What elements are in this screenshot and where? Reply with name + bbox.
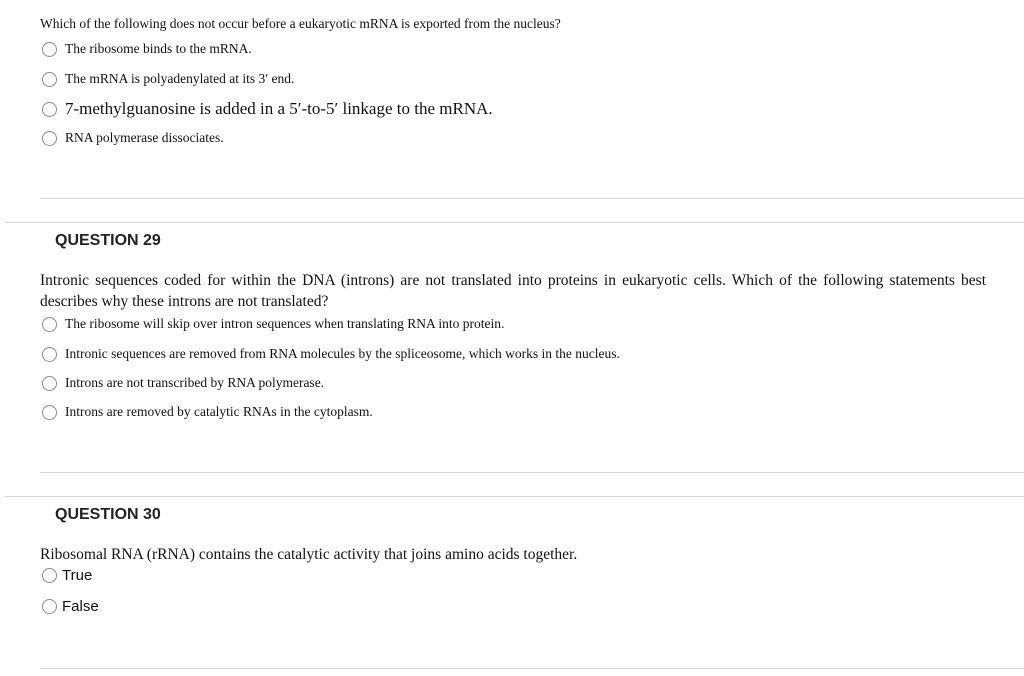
q29-option-2[interactable] bbox=[42, 346, 620, 362]
q28-option-1[interactable] bbox=[42, 41, 252, 57]
radio-button[interactable] bbox=[42, 376, 57, 391]
option-label: The mRNA is polyadenylated at its 3′ end. bbox=[65, 71, 295, 86]
q29-option-3[interactable] bbox=[42, 375, 324, 391]
radio-button[interactable] bbox=[42, 317, 57, 332]
q28-option-3[interactable] bbox=[42, 99, 493, 119]
divider bbox=[5, 222, 1024, 223]
divider bbox=[5, 496, 1024, 497]
radio-button[interactable] bbox=[42, 131, 57, 146]
radio-button[interactable] bbox=[42, 42, 57, 57]
q29-option-1[interactable] bbox=[42, 316, 504, 332]
option-label: False bbox=[62, 598, 99, 615]
option-label: Intronic sequences are removed from RNA molecules by the spliceosome, which works in the nucleus. bbox=[65, 346, 620, 361]
radio-button[interactable] bbox=[42, 405, 57, 420]
question-30-heading: QUESTION 30 bbox=[55, 506, 161, 523]
question-30-text: Ribosomal RNA (rRNA) contains the catalytic activity that joins amino acids together. bbox=[40, 546, 578, 563]
divider bbox=[40, 472, 1024, 473]
question-29-heading: QUESTION 29 bbox=[55, 232, 161, 249]
option-label: Introns are removed by catalytic RNAs in the cytoplasm. bbox=[65, 404, 373, 419]
divider bbox=[40, 668, 1024, 669]
divider bbox=[40, 198, 1024, 199]
option-label: True bbox=[62, 567, 93, 584]
question-28-text: Which of the following does not occur before a eukaryotic mRNA is exported from the nucleus? bbox=[40, 16, 561, 31]
option-label: The ribosome will skip over intron sequences when translating RNA into protein. bbox=[65, 316, 505, 331]
option-label: 7-methylguanosine is added in a 5′-to-5′ linkage to the mRNA. bbox=[65, 99, 493, 118]
q30-option-false[interactable] bbox=[42, 598, 99, 615]
radio-button[interactable] bbox=[42, 599, 57, 614]
option-label: RNA polymerase dissociates. bbox=[65, 130, 224, 145]
radio-button[interactable] bbox=[42, 347, 57, 362]
option-label: Introns are not transcribed by RNA polymerase. bbox=[65, 375, 325, 390]
option-label: The ribosome binds to the mRNA. bbox=[65, 41, 252, 56]
q30-option-true[interactable] bbox=[42, 567, 92, 584]
radio-button[interactable] bbox=[42, 72, 57, 87]
radio-button[interactable] bbox=[42, 102, 57, 117]
radio-button[interactable] bbox=[42, 568, 57, 583]
q28-option-2[interactable] bbox=[42, 71, 294, 87]
q29-option-4[interactable] bbox=[42, 404, 373, 420]
q28-option-4[interactable] bbox=[42, 130, 224, 146]
question-29-text: Intronic sequences coded for within the DNA (introns) are not translated into proteins in eukaryotic cells. Which of the following statements best describes why these introns are not translated? bbox=[40, 272, 986, 310]
